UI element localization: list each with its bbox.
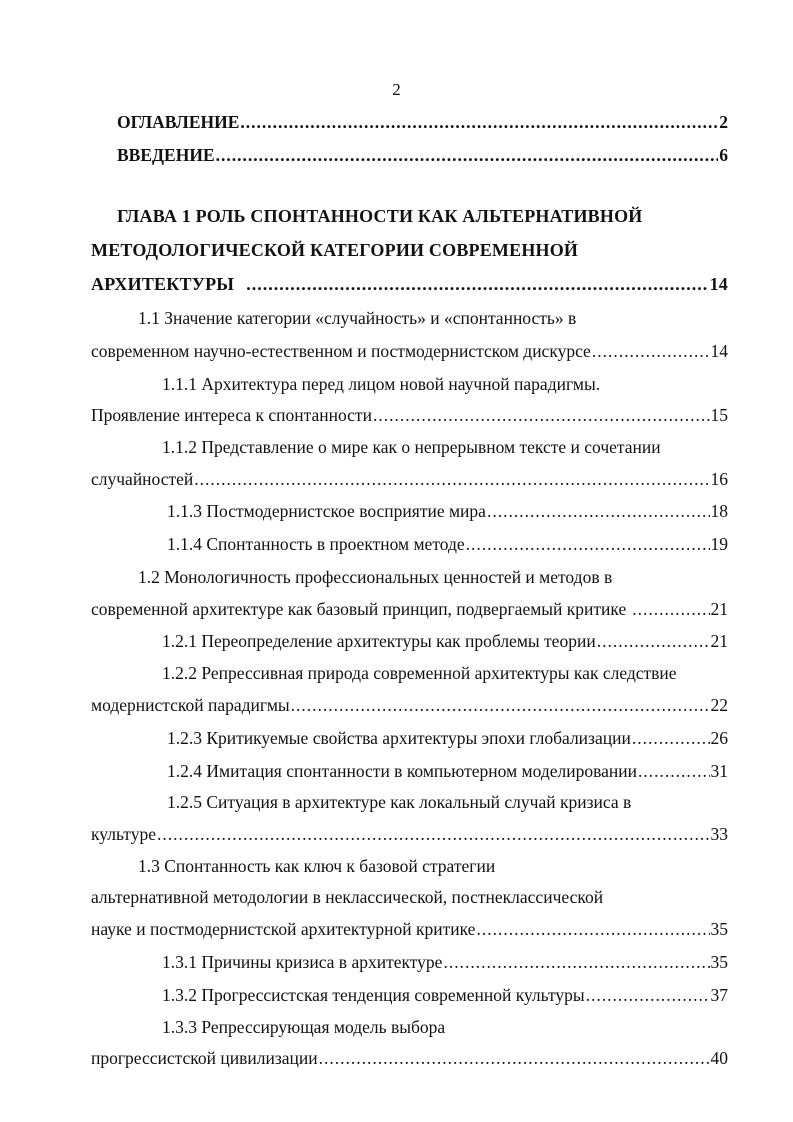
page-number: 2 bbox=[392, 80, 401, 99]
toc-entry-1-2-5[interactable] bbox=[91, 823, 728, 845]
toc-title: прогрессистской цивилизации bbox=[91, 1048, 318, 1068]
section-1-3-line-2[interactable]: альтернативной методологии в неклассической, постнеклассической bbox=[91, 887, 604, 907]
toc-page-number: 6 bbox=[719, 145, 728, 165]
toc-title: модернистской парадигмы bbox=[91, 695, 290, 715]
toc-entry-1-2-3[interactable] bbox=[167, 727, 728, 749]
leader-dots bbox=[216, 144, 719, 166]
toc-page-number: 2 bbox=[719, 112, 728, 132]
toc-title: случайностей bbox=[91, 469, 194, 489]
toc-title: 1.2.3 Критикуемые свойства архитектуры эпохи глобализации bbox=[167, 728, 631, 748]
toc-entry-1-3[interactable] bbox=[91, 918, 728, 940]
toc-title: 1.2.1 Переопределение архитектуры как проблемы теории bbox=[162, 631, 596, 651]
toc-entry-1-3-3[interactable] bbox=[91, 1047, 728, 1069]
toc-page-number: 21 bbox=[710, 599, 728, 619]
leader-dots bbox=[291, 694, 710, 716]
toc-entry-1-3-1[interactable] bbox=[162, 951, 728, 973]
toc-page-number: 33 bbox=[710, 824, 728, 844]
toc-entry-1-2-1[interactable] bbox=[162, 630, 728, 652]
leader-dots bbox=[240, 111, 718, 133]
leader-dots bbox=[638, 760, 710, 782]
toc-title: 1.1.4 Спонтанность в проектном методе bbox=[167, 534, 465, 554]
toc-page-number: 22 bbox=[710, 695, 728, 715]
toc-title: 1.2.4 Имитация спонтанности в компьютерном моделировании bbox=[167, 761, 637, 781]
toc-title: науке и постмодернистской архитектурной критике bbox=[91, 919, 476, 939]
leader-dots bbox=[592, 340, 710, 362]
leader-dots bbox=[632, 727, 710, 749]
toc-entry-1-1[interactable] bbox=[91, 340, 728, 362]
toc-page-number: 16 bbox=[710, 469, 728, 489]
leader-dots bbox=[443, 951, 709, 973]
toc-entry-introduction[interactable] bbox=[117, 144, 728, 166]
section-1-2-5-line-1[interactable]: 1.2.5 Ситуация в архитектуре как локальный случай кризиса в bbox=[167, 792, 632, 812]
chapter-1-title-line-2[interactable]: МЕТОДОЛОГИЧЕСКОЙ КАТЕГОРИИ СОВРЕМЕННОЙ bbox=[91, 240, 579, 260]
toc-entry-1-1-1[interactable] bbox=[91, 404, 728, 426]
toc-title: ОГЛАВЛЕНИЕ bbox=[117, 112, 240, 132]
leader-dots bbox=[157, 823, 710, 845]
section-1-3-line-1[interactable]: 1.3 Спонтанность как ключ к базовой стратегии bbox=[138, 856, 496, 876]
leader-dots bbox=[632, 598, 709, 620]
leader-dots bbox=[476, 918, 709, 940]
toc-page-number: 31 bbox=[710, 761, 728, 781]
leader-dots bbox=[586, 984, 710, 1006]
toc-page-number: 26 bbox=[710, 728, 728, 748]
toc-page-number: 15 bbox=[710, 405, 728, 425]
section-1-2-2-line-1[interactable]: 1.2.2 Репрессивная природа современной архитектуры как следствие bbox=[162, 663, 677, 683]
toc-entry-1-1-3[interactable] bbox=[167, 500, 728, 522]
section-1-1-2-line-1[interactable]: 1.1.2 Представление о мире как о непрерывном тексте и сочетании bbox=[162, 437, 661, 457]
toc-entry-1-2[interactable] bbox=[91, 598, 728, 620]
toc-page-number: 14 bbox=[709, 274, 728, 294]
leader-dots bbox=[597, 630, 710, 652]
toc-entry-contents[interactable] bbox=[117, 111, 728, 133]
leader-dots bbox=[246, 273, 708, 295]
toc-title: АРХИТЕКТУРЫ bbox=[91, 274, 235, 294]
section-1-2-line-1[interactable]: 1.2 Монологичность профессиональных ценностей и методов в bbox=[138, 567, 613, 587]
toc-entry-1-2-2[interactable] bbox=[91, 694, 728, 716]
leader-dots bbox=[373, 404, 710, 426]
toc-title: современной архитектуре как базовый принцип, подвергаемый критике bbox=[91, 599, 627, 619]
toc-entry-1-3-2[interactable] bbox=[162, 984, 728, 1006]
section-1-1-line-1[interactable]: 1.1 Значение категории «случайность» и «спонтанность» в bbox=[138, 308, 577, 328]
leader-dots bbox=[466, 533, 710, 555]
toc-entry-chapter-1[interactable] bbox=[91, 273, 728, 295]
section-1-3-3-line-1[interactable]: 1.3.3 Репрессирующая модель выбора bbox=[162, 1017, 446, 1037]
toc-title: культуре bbox=[91, 824, 156, 844]
toc-title: 1.3.2 Прогрессистская тенденция современной культуры bbox=[162, 985, 585, 1005]
toc-title: ВВЕДЕНИЕ bbox=[117, 145, 215, 165]
chapter-1-title-line-1[interactable]: ГЛАВА 1 РОЛЬ СПОНТАННОСТИ КАК АЛЬТЕРНАТИВНОЙ bbox=[117, 206, 643, 226]
toc-page-number: 18 bbox=[710, 501, 728, 521]
toc-title: 1.3.1 Причины кризиса в архитектуре bbox=[162, 952, 443, 972]
toc-entry-1-1-2[interactable] bbox=[91, 468, 728, 490]
toc-page-number: 37 bbox=[710, 985, 728, 1005]
leader-dots bbox=[319, 1047, 710, 1069]
toc-title: 1.1.3 Постмодернистское восприятие мира bbox=[167, 501, 486, 521]
leader-dots bbox=[487, 500, 710, 522]
toc-page-number: 19 bbox=[710, 534, 728, 554]
toc-entry-1-2-4[interactable] bbox=[167, 760, 728, 782]
toc-page-number: 35 bbox=[710, 952, 728, 972]
toc-page-number: 14 bbox=[710, 341, 728, 361]
toc-entry-1-1-4[interactable] bbox=[167, 533, 728, 555]
section-1-1-1-line-1[interactable]: 1.1.1 Архитектура перед лицом новой научной парадигмы. bbox=[162, 374, 601, 394]
toc-page-number: 40 bbox=[710, 1048, 728, 1068]
toc-title: Проявление интереса к спонтанности bbox=[91, 405, 372, 425]
toc-page-number: 21 bbox=[710, 631, 728, 651]
toc-page-number: 35 bbox=[710, 919, 728, 939]
leader-dots bbox=[194, 468, 709, 490]
toc-title: современном научно-естественном и постмодернистском дискурсе bbox=[91, 341, 591, 361]
